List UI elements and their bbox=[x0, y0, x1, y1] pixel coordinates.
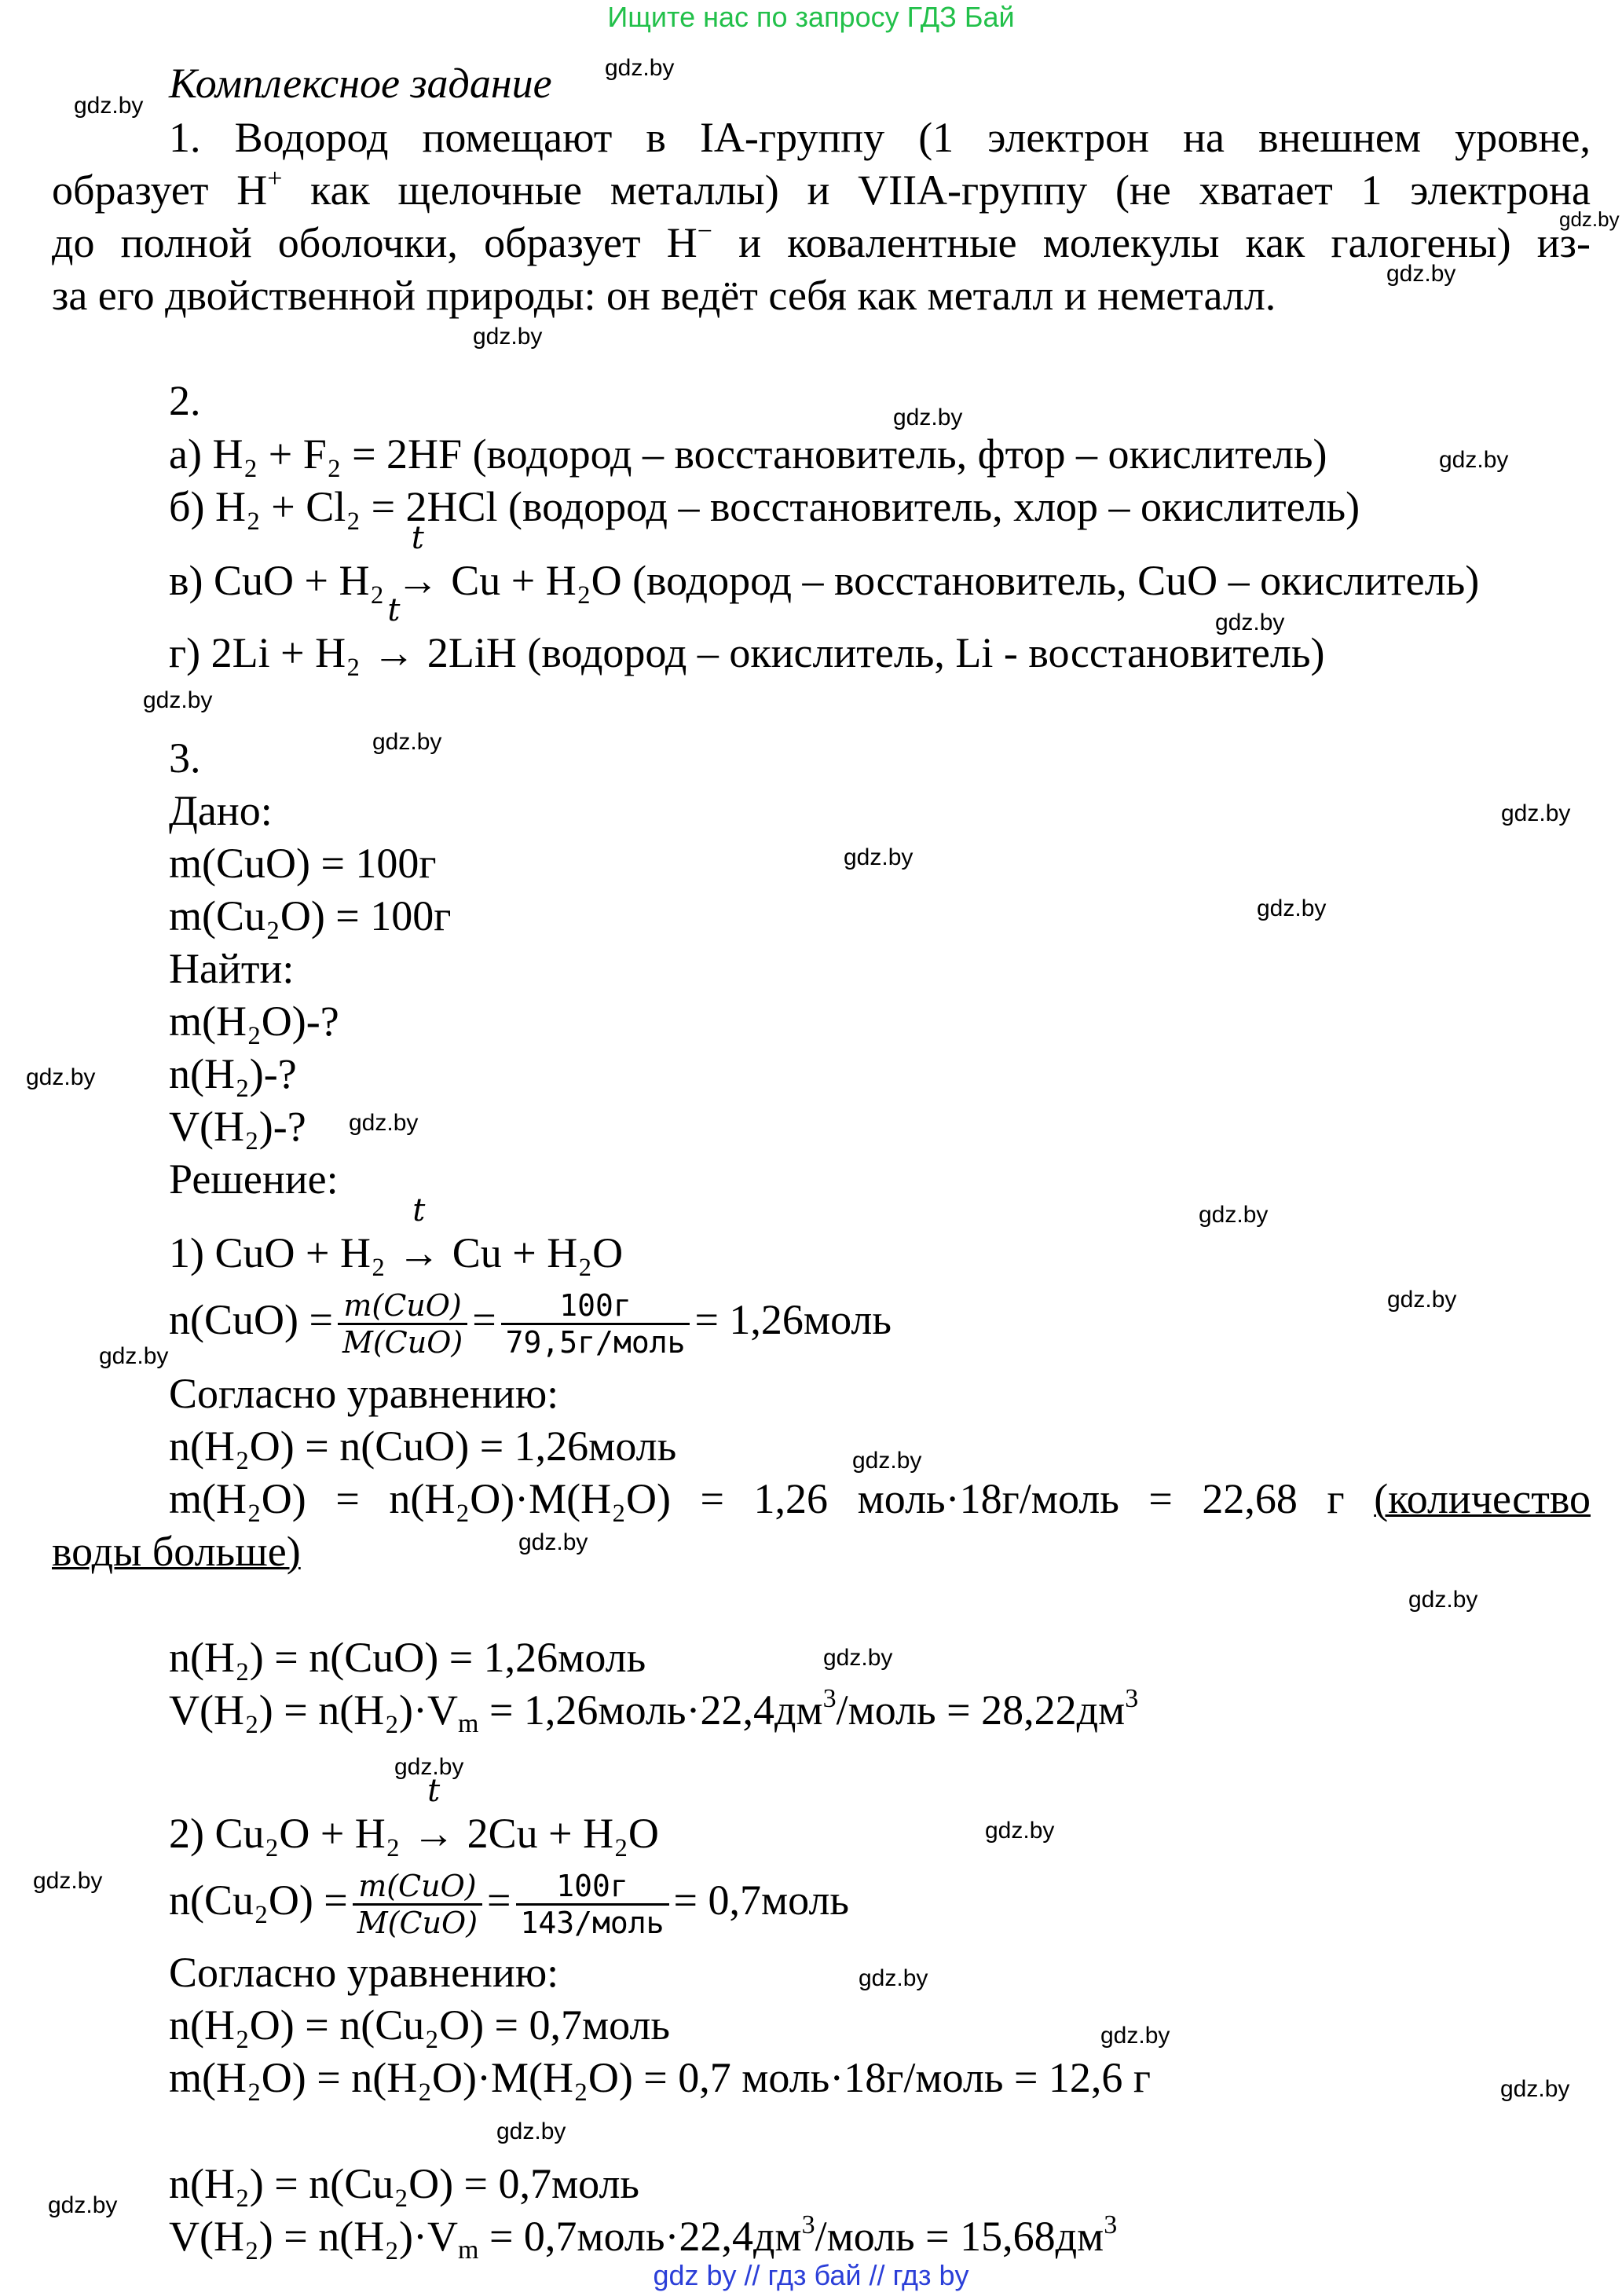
p2-v-h2: $V(H_2) = n(H_2)\cdot V_m$ = $0,7моль\cdot 22,4дм^3$/моль = $15,68дм^3$ bbox=[169, 2210, 1118, 2265]
fraction: $\frac{\text{m(CuO)}}{\text{M(CuO)}}$ bbox=[338, 1288, 467, 1360]
task2-reaction-a: а) H₂ + F₂ = 2HF (водород – восстановитель, фтор – окислитель) bbox=[169, 430, 1327, 478]
watermark: gdz.by bbox=[473, 324, 543, 350]
watermark: gdz.by bbox=[605, 55, 675, 81]
watermark: gdz.by bbox=[1387, 1287, 1457, 1313]
heat-arrow: t → bbox=[412, 1773, 456, 1857]
watermark: gdz.by bbox=[1408, 1587, 1478, 1613]
fraction: $\frac{\text{m(CuO)}}{\text{M(CuO)}}$ bbox=[353, 1869, 482, 1940]
heat-arrow: t → bbox=[396, 520, 439, 604]
watermark: gdz.by bbox=[823, 1645, 893, 1671]
p1-n-h2o: n(H₂O) = n(CuO) = 1,26моль bbox=[169, 1423, 677, 1470]
watermark: gdz.by bbox=[1439, 447, 1509, 473]
watermark: gdz.by bbox=[893, 405, 963, 430]
p2-equation: 2) Cu₂O + H₂ t → 2Cu + H₂O bbox=[169, 1773, 659, 1857]
watermark: gdz.by bbox=[852, 1448, 922, 1474]
task1-line4: за его двойственной природы: он ведёт себя как металл и неметалл. bbox=[52, 272, 1276, 319]
watermark: gdz.by bbox=[1199, 1202, 1269, 1228]
watermark: gdz.by bbox=[394, 1754, 464, 1780]
watermark: gdz.by bbox=[1257, 895, 1327, 921]
p2-n-h2: n(H₂) = n(Cu₂O) = 0,7моль bbox=[169, 2160, 640, 2207]
watermark: gdz.by bbox=[74, 93, 144, 119]
watermark: gdz.by bbox=[99, 1343, 169, 1369]
watermark: gdz.by bbox=[1386, 261, 1456, 287]
p1-according: Согласно уравнению: bbox=[169, 1370, 559, 1417]
find-n-h2: n(H₂)-? bbox=[169, 1050, 297, 1097]
task2-number: 2. bbox=[169, 377, 201, 424]
find-label: Найти: bbox=[169, 945, 295, 992]
watermark: gdz.by bbox=[143, 687, 213, 713]
p1-note: воды больше) bbox=[52, 1528, 301, 1575]
p1-n-h2: n(H₂) = n(CuO) = 1,26моль bbox=[169, 1634, 646, 1681]
watermark: gdz.by bbox=[985, 1818, 1055, 1844]
given-label: Дано: bbox=[169, 787, 273, 834]
watermark: gdz.by bbox=[859, 1965, 928, 1991]
page-title: Комплексное задание bbox=[169, 60, 552, 107]
p2-m-h2o: m(H₂O) = n(H₂O)·M(H₂O) = 0,7 моль·18г/моль = 12,6 г bbox=[169, 2054, 1152, 2101]
task2-reaction-c: в) CuO + H₂ t → Cu + H₂O (водород – восстановитель, CuO – окислитель) bbox=[169, 520, 1480, 604]
p1-equation: 1) CuO + H₂ t → Cu + H₂O bbox=[169, 1192, 624, 1276]
watermark: gdz.by bbox=[518, 1529, 588, 1555]
watermark: gdz.by bbox=[33, 1868, 103, 1894]
watermark: gdz.by bbox=[1559, 207, 1620, 231]
p2-according: Согласно уравнению: bbox=[169, 1949, 559, 1996]
given-m-cu2o: m(Cu₂O) = 100г bbox=[169, 892, 452, 939]
heat-arrow: t → bbox=[372, 592, 416, 676]
watermark: gdz.by bbox=[844, 844, 914, 870]
watermark: gdz.by bbox=[1501, 800, 1571, 826]
p2-n-cu2o: n(Cu₂O) = $\frac{\text{m(CuO)}}{\text{M(CuO)}}$ = $\frac{100г}{\text{143/моль}}$ = 0,7моль bbox=[169, 1869, 850, 1941]
task2-reaction-b: б) H₂ + Cl₂ = 2HCl (водород – восстановитель, хлор – окислитель) bbox=[169, 483, 1360, 530]
watermark: gdz.by bbox=[372, 729, 442, 755]
given-m-cuo: m(CuO) = 100г bbox=[169, 840, 437, 887]
footer-links: gdz by // гдз бай // гдз by bbox=[653, 2259, 969, 2291]
task1-line3: до полной оболочки, образует H− и ковалентные молекулы как галогены) из- bbox=[52, 217, 1591, 266]
task1-line2: образует H+ как щелочные металлы) и VIIA-группу (не хватает 1 электрона bbox=[52, 164, 1591, 214]
p1-n-cuo: n(CuO) = $\frac{\text{m(CuO)}}{\text{M(CuO)}}$ = $\frac{100г}{\text{79,5г/моль}}$ = 1,26моль bbox=[169, 1288, 892, 1360]
watermark: gdz.by bbox=[1500, 2076, 1570, 2102]
task2-reaction-d: г) 2Li + H₂ t → 2LiH (водород – окислитель, Li - восстановитель) bbox=[169, 592, 1325, 676]
watermark: gdz.by bbox=[1215, 610, 1285, 635]
search-banner: Ищите нас по запросу ГДЗ Бай bbox=[607, 1, 1015, 33]
task1-line1: 1. Водород помещают в IA-группу (1 электрон на внешнем уровне, bbox=[169, 114, 1591, 161]
p1-v-h2: $V(H_2) = n(H_2)\cdot V_m$ = $1,26моль\cdot 22,4дм^3$/моль = $28,22дм^3$ bbox=[169, 1684, 1139, 1738]
fraction: $\frac{100г}{\text{143/моль}}$ bbox=[516, 1869, 669, 1940]
p2-n-h2o: n(H₂O) = n(Cu₂O) = 0,7моль bbox=[169, 2001, 671, 2049]
watermark: gdz.by bbox=[48, 2192, 118, 2218]
watermark: gdz.by bbox=[349, 1110, 419, 1136]
p1-m-h2o: m(H₂O) = n(H₂O)·M(H₂O) = 1,26 моль·18г/моль = 22,68 г (количество bbox=[169, 1475, 1591, 1522]
watermark: gdz.by bbox=[1100, 2023, 1170, 2049]
find-v-h2: V(H₂)-? bbox=[169, 1103, 306, 1150]
heat-arrow: t → bbox=[397, 1192, 441, 1276]
fraction: $\frac{100г}{\text{79,5г/моль}}$ bbox=[501, 1288, 690, 1360]
watermark: gdz.by bbox=[496, 2118, 566, 2144]
solution-label: Решение: bbox=[169, 1155, 339, 1203]
find-m-h2o: m(H₂O)-? bbox=[169, 998, 339, 1045]
watermark: gdz.by bbox=[26, 1064, 96, 1090]
task3-number: 3. bbox=[169, 734, 201, 782]
